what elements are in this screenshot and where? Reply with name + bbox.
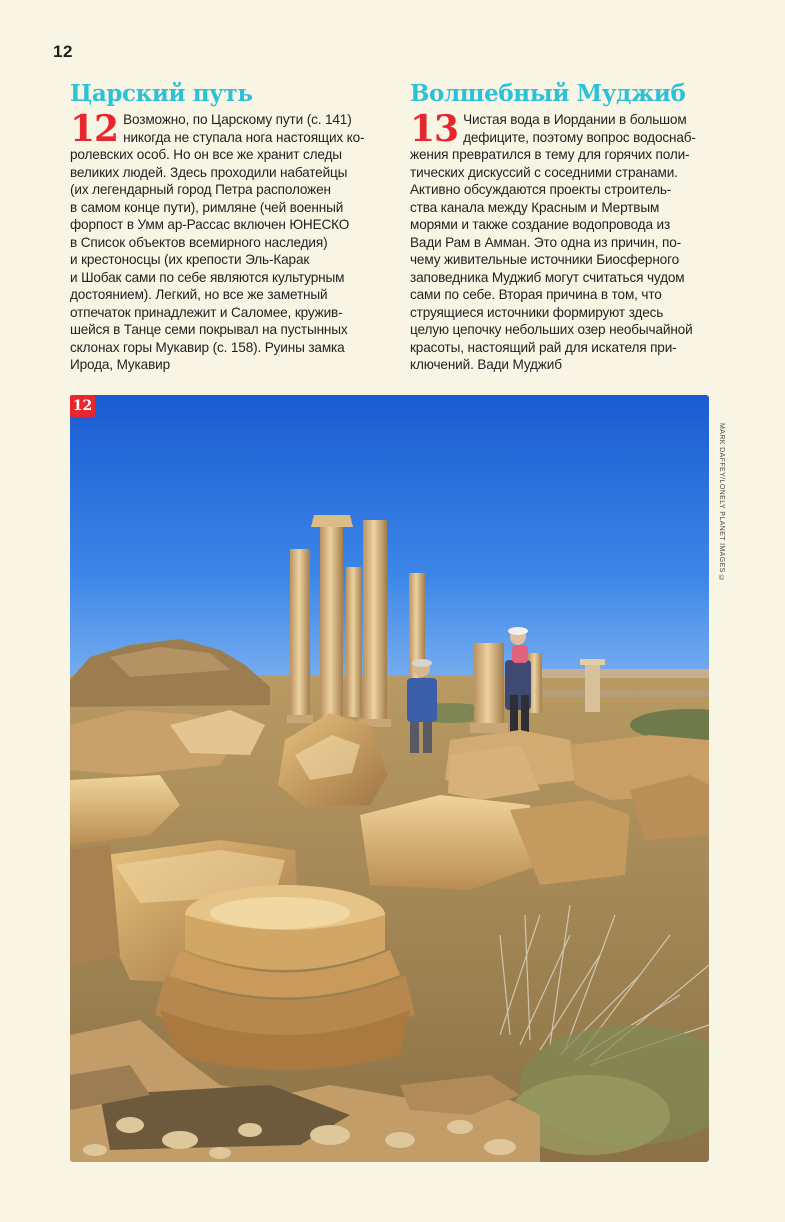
photo-credit: MARK DAFFEY/LONELY PLANET IMAGES ©	[718, 423, 725, 583]
body-line: сами по себе. Вторая причина в том, что	[410, 287, 662, 302]
body-line: Ирода, Мукавир	[70, 357, 170, 372]
section-12	[70, 80, 380, 374]
body-line: Возможно, по Царскому пути (с. 141)	[123, 112, 352, 127]
body-line: отпечаток принадлежит и Саломее, кружив-	[70, 304, 343, 320]
body-line: склонах горы Мукавир (с. 158). Руины замка	[70, 339, 345, 355]
body-line: ключений. Вади Муджиб	[410, 357, 562, 372]
body-line: и Шобак сами по себе являются культурным	[70, 269, 345, 285]
body-line: Вади Рам в Амман. Это одна из причин, по-	[410, 234, 681, 250]
body-line: в Список объектов всемирного наследия)	[70, 234, 328, 250]
body-line: ства канала между Красным и Мертвым	[410, 199, 660, 215]
section-body	[70, 108, 380, 374]
body-line: великих людей. Здесь проходили набатейцы	[70, 164, 348, 180]
body-line: никогда не ступала нога настоящих ко-	[123, 129, 365, 145]
section-body	[410, 108, 720, 374]
body-line: заповедника Муджиб могут считаться чудом	[410, 269, 685, 285]
section-title: Волшебный Муджиб	[410, 80, 686, 107]
body-line: ролевских особ. Но он все же хранит следы	[70, 147, 342, 162]
section-number: 13	[410, 108, 459, 150]
body-line: и крестоносцы (их крепости Эль-Карак	[70, 252, 310, 267]
section-13	[410, 80, 720, 374]
body-line: струящиеся источники формируют здесь	[410, 304, 664, 320]
body-line: Активно обсуждаются проекты строитель-	[410, 182, 672, 197]
photo-ruins-mukawir	[70, 395, 709, 1162]
section-title: Царский путь	[70, 80, 253, 107]
body-line: целую цепочку небольших озер необычайной	[410, 322, 693, 337]
body-line: жения превратился в тему для горячих поли-	[410, 147, 690, 162]
body-line: Чистая вода в Иордании в большом	[463, 112, 687, 127]
body-line: морями и также создание водопровода из	[410, 217, 671, 232]
body-line: тических дискуссий с соседними странами.	[410, 164, 678, 180]
body-line: шейся в Танце семи покрывал на пустынных	[70, 322, 348, 337]
photo-number-badge: 12	[70, 395, 95, 417]
body-line: (их легендарный город Петра расположен	[70, 182, 331, 197]
page-number: 12	[53, 42, 73, 61]
section-number: 12	[70, 108, 119, 150]
body-line: форпост в Умм ар-Рассас включен ЮНЕСКО	[70, 217, 350, 232]
body-line: дефиците, поэтому вопрос водоснаб-	[463, 129, 696, 145]
body-line: чему живительные источники Биосферного	[410, 252, 680, 267]
body-line: достоянием). Легкий, но все же заметный	[70, 287, 328, 302]
body-line: красоты, настоящий рай для искателя при-	[410, 339, 677, 355]
body-line: в самом конце пути), римляне (чей военный	[70, 199, 344, 215]
